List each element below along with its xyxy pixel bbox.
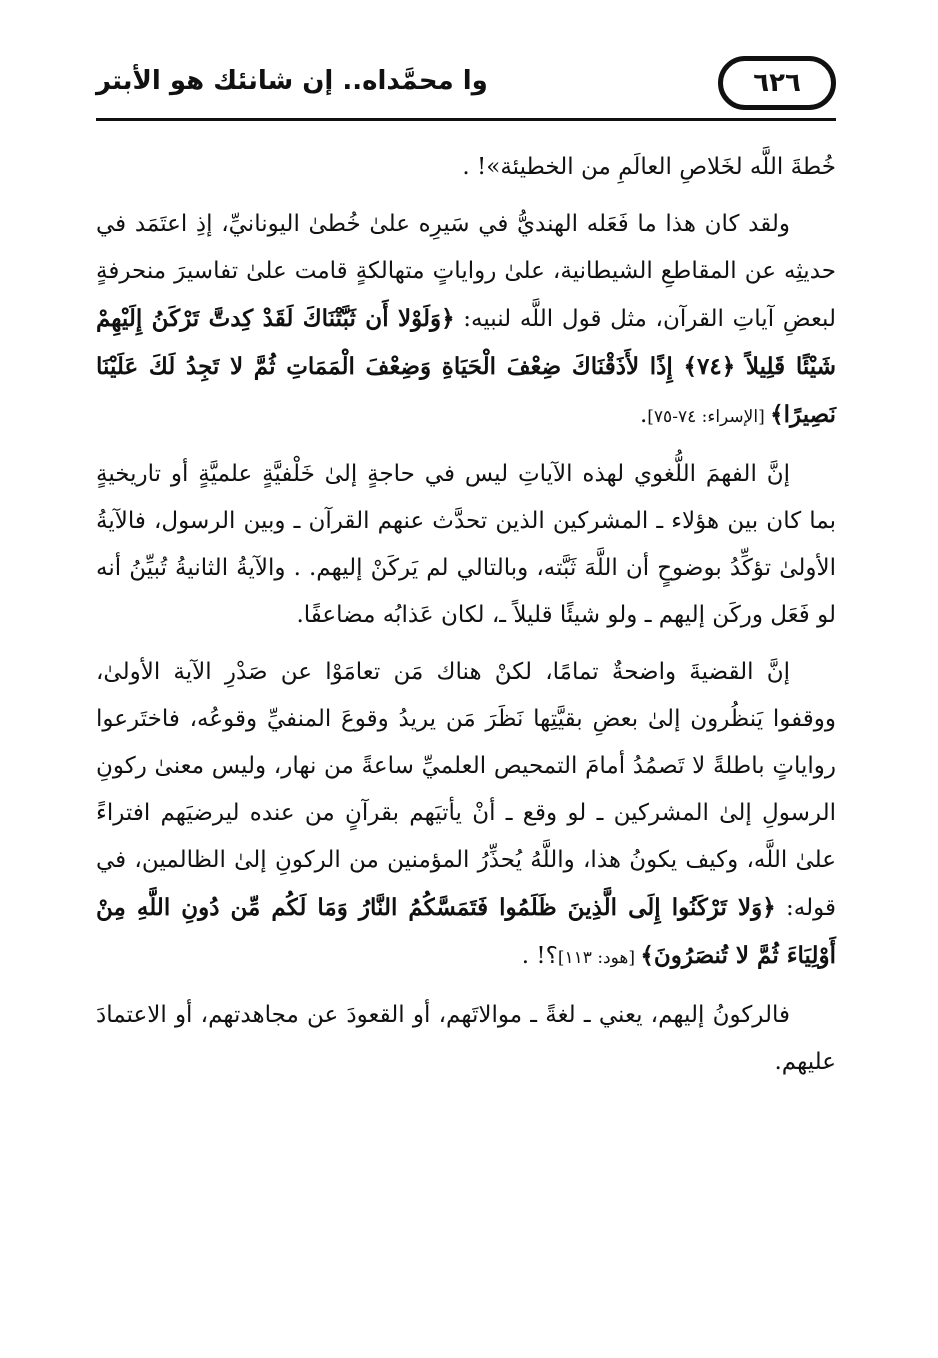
paragraph-3 xyxy=(96,451,836,639)
text-segment: إنَّ الفهمَ اللُّغوي لهذه الآياتِ ليس في حاجةٍ إلىٰ خَلْفيَّةٍ علميَّةٍ أو تاريخيةٍ بما كان بين هؤلاء ـ المشركين الذين تحدَّث عنهم القرآن ـ وبين الرسول، فالآيةُ الأولىٰ تؤكِّدُ بوضوحٍ أن اللَّهَ ثَبَّته، وبالتالي لم يَركَنْ إليهم. . والآيةُ الثانيةُ تُبيِّنُ أنه لو فَعَل وركَن إليهم ـ ولو شيئًا قليلاً ـ، لكان عَذابُه مضاعفًا. xyxy=(96,461,836,628)
text-segment: ؟! . xyxy=(521,943,558,969)
paragraph-4 xyxy=(96,649,836,982)
paragraph-5 xyxy=(96,992,836,1086)
page-number: ٦٢٦ xyxy=(718,56,836,110)
text-segment: . xyxy=(639,402,648,428)
quran-verse: ﴿وَلَوْلا أَن ثَبَّتْنَاكَ لَقَدْ كِدتَّ تَرْكَنُ إِلَيْهِمْ شَيْئًا قَلِيلاً ﴿٧٤﴾ إِذًا لأَذَقْنَاكَ ضِعْفَ الْحَيَاةِ وَضِعْفَ الْمَمَاتِ ثُمَّ لا تَجِدُ لَكَ عَلَيْنَا نَصِيرًا﴾ xyxy=(96,305,836,428)
text-segment: ولقد كان هذا ما فَعَله الهنديُّ في سَيرِه علىٰ خُطىٰ اليونانيِّ، إذِ اعتَمَد في حديثِه عن المقاطعِ الشيطانية، علىٰ رواياتٍ متهالكةٍ قامت علىٰ تفاسيرَ منحرفةٍ لبعضِ آياتِ القرآن، مثل قول اللَّه لنبيه: xyxy=(96,211,837,332)
book-page xyxy=(96,56,836,1096)
verse-reference: [هود: ١١٣] xyxy=(557,948,641,968)
running-title: وا محمَّداه.. إن شانئك هو الأبتر xyxy=(96,66,488,96)
text-segment: خُطةَ اللَّه لخَلاصِ العالَمِ من الخطيئة»! . xyxy=(462,154,836,180)
verse-reference: [الإسراء: ٧٤-٧٥] xyxy=(647,407,771,427)
page-header xyxy=(96,56,836,118)
paragraph-1 xyxy=(96,144,836,191)
paragraph-2 xyxy=(96,201,836,441)
quran-verse: ﴿وَلا تَرْكَنُوا إِلَى الَّذِينَ ظَلَمُوا فَتَمَسَّكُمُ النَّارُ وَمَا لَكُم مِّن دُونِ اللَّهِ مِنْ أَوْلِيَاءَ ثُمَّ لا تُنصَرُونَ﴾ xyxy=(96,894,836,969)
text-segment: إنَّ القضيةَ واضحةٌ تمامًا، لكنْ هناك مَن تعامَوْا عن صَدْرِ الآية الأولىٰ، ووقفوا يَنظُرون إلىٰ بعضِ بقيَّتِها نَظَرَ مَن يريدُ وقوعَ المنفيِّ وقوعُه، فاختَرعوا رواياتٍ باطلةً لا تَصمُدُ أمامَ التمحيص العلميِّ ساعةً من نهار، وليس معنىٰ ركونِ الرسولِ إلىٰ المشركين ـ لو وقع ـ أنْ يأتيَهم بقرآنٍ من عنده ليرضيَهم افتراءً علىٰ اللَّه، وكيف يكونُ هذا، واللَّهُ يُحذِّرُ المؤمنين من الركونِ إلىٰ الظالمين، في قوله: xyxy=(96,659,836,921)
text-segment: فالركونُ إليهم، يعني ـ لغةً ـ موالاتَهم، أو القعودَ عن مجاهدتهم، أو الاعتمادَ عليهم. xyxy=(96,1002,836,1075)
header-divider xyxy=(96,118,836,121)
page-body xyxy=(96,144,836,1086)
